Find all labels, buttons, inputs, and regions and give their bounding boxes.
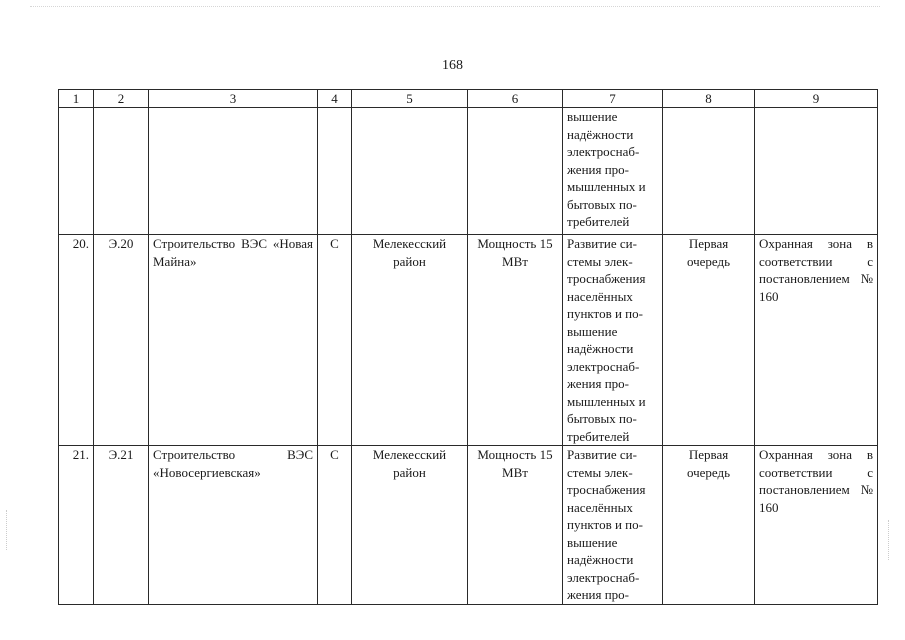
purpose-cell [563, 108, 663, 235]
text-line: бытовых по- [567, 196, 637, 212]
object-location: Мелекесский район [352, 235, 468, 446]
text-line: стемы элек- [567, 464, 633, 480]
text-line: Развитие си- [567, 236, 637, 251]
object-capacity: Мощность 15 МВт [468, 235, 563, 446]
header-cell: 6 [468, 90, 563, 108]
table-row [59, 235, 878, 446]
header-cell: 5 [352, 90, 468, 108]
text-line: пунктов и по- [567, 306, 643, 321]
text-line: надёжности [567, 341, 634, 356]
text-line: требителей [567, 214, 630, 229]
object-name-cell [149, 235, 318, 446]
text-line: населённых [567, 499, 633, 515]
purpose-cell [563, 446, 663, 605]
text-line: вышение [567, 109, 618, 124]
object-type: С [318, 446, 352, 605]
scan-artifact-top [30, 6, 880, 9]
header-cell: 3 [149, 90, 318, 108]
text-line: стемы элек- [567, 253, 633, 269]
object-type: С [318, 235, 352, 446]
table-header-row [59, 90, 878, 108]
text-line: жения про- [567, 161, 630, 177]
text-line: электроснаб- [567, 144, 640, 159]
object-name-cell [149, 446, 318, 605]
purpose-cell [563, 235, 663, 446]
text-line: мышленных и [567, 179, 646, 194]
text-line: надёжности [567, 552, 634, 567]
zone-note: Охранная зона в соответствии с постановлением № 160 [755, 446, 878, 605]
header-cell: 2 [94, 90, 149, 108]
text-line: бытовых по- [567, 411, 637, 426]
header-cell: 9 [755, 90, 878, 108]
text-line: вышение [567, 534, 618, 550]
text-line: электроснаб- [567, 569, 640, 585]
zone-note: Охранная зона в соответствии с постановлением № 160 [755, 235, 878, 446]
object-name: Строительство ВЭС «Новая Майна» [153, 236, 313, 269]
table-row-continuation [59, 108, 878, 235]
implementation-stage: Первая очередь [663, 235, 755, 446]
text-line: жения про- [567, 376, 630, 391]
text-line: жения про- [567, 587, 630, 602]
page-number: 168 [442, 58, 463, 73]
table-row [59, 446, 878, 605]
object-code: Э.20 [94, 235, 149, 446]
header-cell: 4 [318, 90, 352, 108]
header-cell: 7 [563, 90, 663, 108]
text-line: вышение [567, 323, 618, 339]
text-line: мышленных и [567, 393, 646, 409]
object-capacity: Мощность 15 МВт [468, 446, 563, 605]
document-table [58, 89, 878, 605]
implementation-stage: Первая очередь [663, 446, 755, 605]
object-name: Строительство ВЭС «Новосергиевская» [153, 447, 313, 480]
text-line: требителей [567, 428, 630, 444]
text-line: троснабжения [567, 482, 646, 497]
scan-artifact-right [888, 520, 890, 560]
text-line: троснабжения [567, 271, 646, 286]
row-number: 20. [59, 235, 94, 446]
row-number: 21. [59, 446, 94, 605]
text-line: электроснаб- [567, 358, 640, 374]
text-line: пунктов и по- [567, 517, 643, 532]
text-line: населённых [567, 288, 633, 304]
object-location: Мелекесский район [352, 446, 468, 605]
scan-artifact-left [6, 510, 8, 550]
header-cell: 1 [59, 90, 94, 108]
text-line: надёжности [567, 126, 634, 142]
header-cell: 8 [663, 90, 755, 108]
object-code: Э.21 [94, 446, 149, 605]
text-line: Развитие си- [567, 447, 637, 462]
